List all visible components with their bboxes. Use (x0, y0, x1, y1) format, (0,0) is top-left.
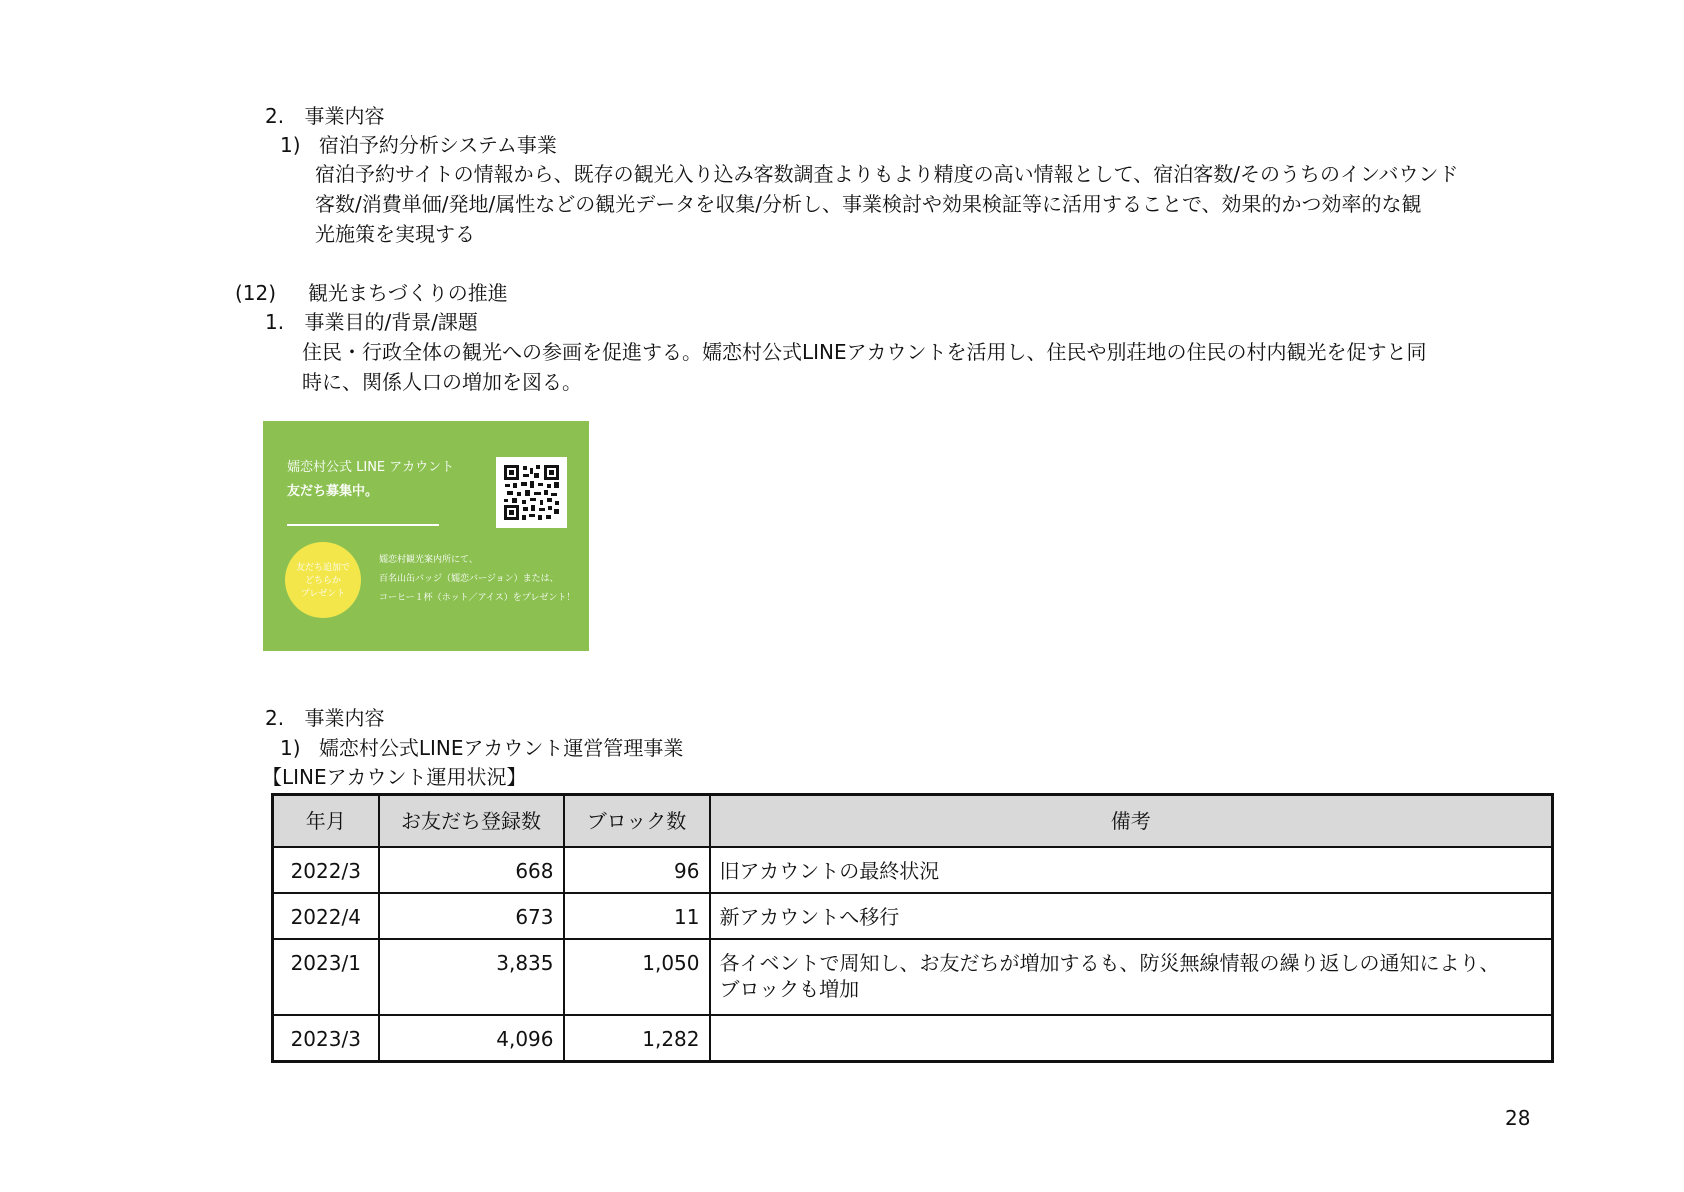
section-12-body-line-2: 時に、関係人口の増加を図る。 (302, 370, 582, 394)
cell-friends: 673 (379, 893, 564, 939)
section-a-item (280, 131, 557, 159)
table-row (273, 847, 1553, 893)
table-row (273, 939, 1553, 1015)
cell-blocks: 11 (564, 893, 710, 939)
section-b-heading-number: 2. (265, 706, 285, 730)
page-number: 28 (1505, 1106, 1531, 1130)
cell-friends: 4,096 (379, 1015, 564, 1061)
section-12-heading-title: 観光まちづくりの推進 (308, 281, 508, 305)
section-a-body-line-3: 光施策を実現する (315, 222, 475, 246)
section-b-item (280, 734, 683, 762)
cell-blocks: 96 (564, 847, 710, 893)
section-a-item-number: 1) (280, 133, 301, 157)
cell-month: 2023/1 (273, 939, 379, 1015)
section-a-body-line-1: 宿泊予約サイトの情報から、既存の観光入り込み客数調査よりもより精度の高い情報として、宿泊客数/そのうちのインバウンド (315, 162, 1459, 186)
cell-friends: 668 (379, 847, 564, 893)
table-row (273, 893, 1553, 939)
section-a-heading-number: 2. (265, 104, 285, 128)
cell-blocks: 1,050 (564, 939, 710, 1015)
cell-note-line: 旧アカウントの最終状況 (719, 859, 940, 883)
section-a-heading (265, 102, 384, 130)
header-note: 備考 (710, 795, 1553, 848)
cell-note (710, 893, 1553, 939)
cell-note (710, 847, 1553, 893)
card-note-line-2: 百名山缶バッジ（嬬恋バージョン）または、 (379, 574, 559, 584)
present-badge-line-3: プレゼント (300, 589, 346, 599)
section-12-subheading-number: 1. (265, 310, 285, 334)
line-account-promo-card (263, 421, 589, 651)
section-a-body-line-2: 客数/消費単価/発地/属性などの観光データを収集/分析し、事業検討や効果検証等に活用することで、効果的かつ効率的な観 (315, 192, 1422, 216)
cell-note (710, 939, 1553, 1015)
present-badge-line-1: 友だち追加で (295, 563, 350, 573)
cell-friends: 3,835 (379, 939, 564, 1015)
cell-month: 2022/3 (273, 847, 379, 893)
section-12-heading-number: (12) (235, 281, 277, 305)
section-12-body-line-1: 住民・行政全体の観光への参画を促進する。嬬恋村公式LINEアカウントを活用し、住民や別荘地の住民の村内観光を促すと同 (302, 340, 1427, 364)
card-divider (287, 524, 439, 526)
section-12-subheading-text: 事業目的/背景/課題 (304, 310, 478, 334)
section-b-item-title: 嬬恋村公式LINEアカウント運営管理事業 (318, 736, 684, 760)
section-b-heading (265, 704, 384, 732)
header-friends: お友だち登録数 (379, 795, 564, 848)
section-b-heading-text: 事業内容 (304, 706, 385, 730)
cell-month: 2022/4 (273, 893, 379, 939)
cell-blocks: 1,282 (564, 1015, 710, 1061)
section-a-item-title: 宿泊予約分析システム事業 (318, 133, 557, 157)
section-b-item-number: 1) (280, 736, 301, 760)
cell-note-line: ブロックも増加 (719, 977, 860, 1001)
section-a-heading-text: 事業内容 (304, 104, 385, 128)
cell-month: 2023/3 (273, 1015, 379, 1061)
card-subtitle: 友だち募集中。 (287, 484, 379, 499)
card-note-line-1: 嬬恋村観光案内所にて、 (379, 555, 478, 565)
cell-note (710, 1015, 1553, 1061)
header-blocks: ブロック数 (564, 795, 710, 848)
table-caption: 【LINEアカウント運用状況】 (262, 765, 527, 789)
header-month: 年月 (273, 795, 379, 848)
table-row (273, 1015, 1553, 1061)
section-12-subheading (265, 308, 478, 336)
present-badge-line-2: どちらか (304, 576, 341, 586)
table-header-row (273, 795, 1553, 848)
cell-note-line: 各イベントで周知し、お友だちが増加するも、防災無線情報の繰り返しの通知により、 (719, 951, 1500, 975)
card-title: 嬬恋村公式 LINE アカウント (287, 460, 455, 475)
line-account-status-table (271, 793, 1554, 1063)
present-badge (285, 542, 361, 618)
qr-code-icon (496, 457, 567, 528)
cell-note-line: 新アカウントへ移行 (719, 905, 900, 929)
card-note-line-3: コーヒー１杯（ホット／アイス）をプレゼント！ (379, 593, 576, 603)
